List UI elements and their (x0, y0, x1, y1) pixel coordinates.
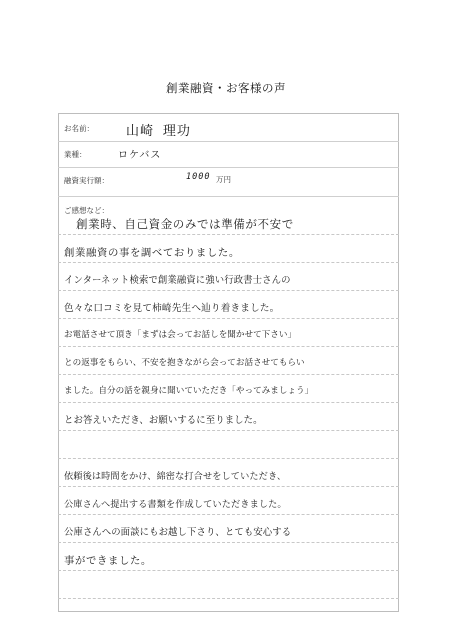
impression-line: 色々な口コミを見て柿崎先生へ辿り着きました。 (64, 303, 280, 314)
impressions-label: ご感想など： (64, 206, 109, 215)
ruled-line (58, 430, 399, 431)
name-value: 山崎 理功 (126, 124, 191, 139)
ruled-line (58, 346, 399, 347)
ruled-line (58, 570, 399, 571)
name-divider (58, 141, 399, 142)
ruled-line (58, 374, 399, 375)
amount-value: 1000 (186, 172, 211, 182)
amount-divider (58, 196, 399, 197)
ruled-line (58, 290, 399, 291)
ruled-line (58, 262, 399, 263)
industry-divider (58, 167, 399, 168)
ruled-line (58, 402, 399, 403)
impression-line: とお答えいただき、お願いするに至りました。 (64, 415, 263, 426)
impression-line: 創業時、自己資金のみでは準備が不安で (76, 217, 294, 231)
impression-line: 創業融資の事を調べておりました。 (64, 247, 240, 259)
impression-line: 公庫さんへの面談にもお越し下さり、とても安心する (64, 527, 292, 538)
ruled-line (58, 486, 399, 487)
impression-line: 依頼後は時間をかけ、綿密な打合せをしていただき、 (64, 471, 287, 482)
industry-label: 業種： (64, 150, 87, 159)
ruled-line (58, 458, 399, 459)
amount-field (58, 170, 399, 192)
amount-label: 融資実行額： (64, 176, 109, 185)
ruled-line (58, 514, 399, 515)
industry-field (58, 144, 399, 166)
name-label: お名前： (64, 124, 94, 133)
impression-line: お電話させて頂き「まずは会ってお話しを聞かせて下さい」 (64, 330, 297, 340)
impression-line: インターネット検索で創業融資に強い行政書士さんの (64, 275, 291, 286)
ruled-line (58, 234, 399, 235)
ruled-line (58, 598, 399, 599)
ruled-line (58, 542, 399, 543)
ruled-line (58, 318, 399, 319)
impression-line: 事ができました。 (64, 555, 152, 567)
impression-line: 公庫さんへ提出する書類を作成していただきました。 (64, 499, 287, 510)
impression-line: との返事をもらい、不安を抱きながら会ってお話させてもらい (64, 358, 305, 368)
page-title: 創業融資・お客様の声 (166, 81, 286, 95)
impression-line: ました。自分の話を親身に聞いていただき「やってみましょう」 (64, 386, 314, 396)
name-field (58, 118, 399, 140)
amount-unit: 万円 (216, 175, 231, 184)
industry-value: ロケバス (118, 150, 162, 161)
